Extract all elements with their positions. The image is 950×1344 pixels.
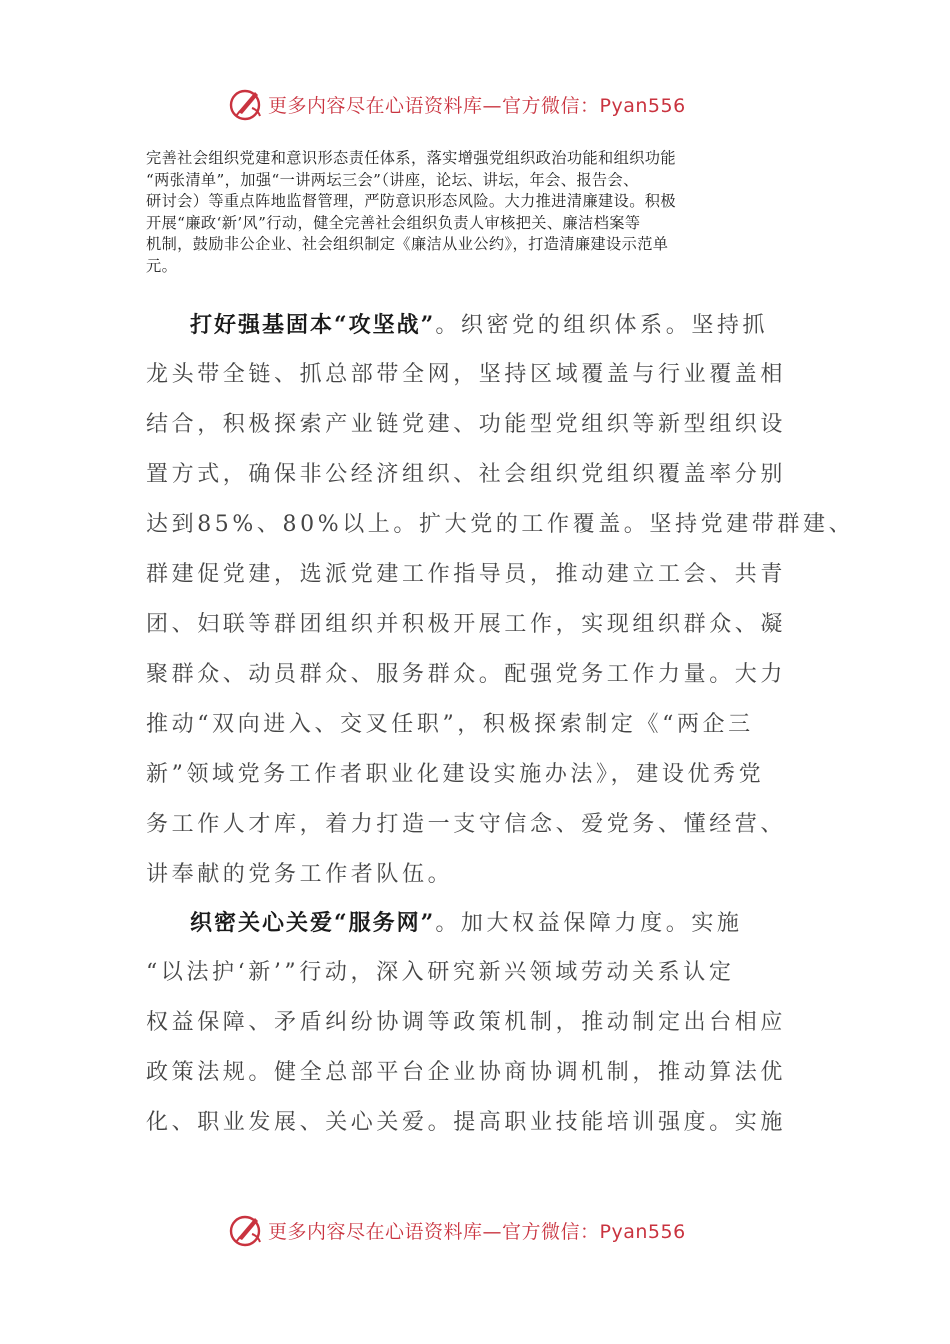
section-heading: 打好强基固本“攻坚战”: [190, 312, 436, 338]
paragraph-line: 置方式，确保非公经济组织、社会组织党组织覆盖率分别: [146, 462, 787, 487]
paragraph-line-rest: 。织密党的组织体系。坚持抓: [435, 313, 769, 338]
paragraph-1: [146, 148, 811, 278]
paragraph-line: 结合，积极探索产业链党建、功能型党组织等新型组织设: [146, 412, 787, 437]
footer-banner: [228, 1210, 748, 1250]
paragraph-line: 研讨会）等重点阵地监督管理，严防意识形态风险。大力推进清廉建设。积极: [146, 192, 676, 211]
paragraph-line: 达到85%、80%以上。扩大党的工作覆盖。坚持党建带群建、: [146, 512, 855, 537]
paragraph-3: [146, 898, 826, 1148]
paragraph-line: 完善社会组织党建和意识形态责任体系，落实增强党组织政治功能和组织功能: [146, 149, 676, 167]
quill-logo-icon: [228, 1212, 264, 1248]
paragraph-line: “两张清单”，加强“一讲两坛三会”（讲座，论坛、讲坛，年会、报告会、: [146, 170, 639, 189]
paragraph-line: 龙头带全链、抓总部带全网，坚持区域覆盖与行业覆盖相: [146, 362, 787, 387]
paragraph-line: 权益保障、矛盾纠纷协调等政策机制，推动制定出台相应: [146, 1010, 787, 1035]
paragraph-line: 元。: [146, 256, 178, 275]
paragraph-line: 政策法规。健全总部平台企业协商协调机制，推动算法优: [146, 1060, 787, 1085]
paragraph-first-line: [146, 300, 826, 350]
paragraph-line: 群建促党建，选派党建工作指导员，推动建立工会、共青: [146, 562, 787, 587]
footer-banner-text: 更多内容尽在心语资料库—官方微信：Pyan556: [268, 1220, 686, 1243]
section-heading: 织密关心关爱“服务网”: [190, 910, 436, 936]
paragraph-line: “以法护‘新’”行动，深入研究新兴领域劳动关系认定: [146, 960, 735, 985]
paragraph-line: 聚群众、动员群众、服务群众。配强党务工作力量。大力: [146, 662, 787, 687]
header-banner-text: 更多内容尽在心语资料库—官方微信：Pyan556: [268, 94, 686, 117]
header-banner: [228, 84, 748, 124]
paragraph-line: 化、职业发展、关心关爱。提高职业技能培训强度。实施: [146, 1110, 787, 1135]
paragraph-line: 务工作人才库，着力打造一支守信念、爱党务、懂经营、: [146, 812, 787, 837]
paragraph-line: 讲奉献的党务工作者队伍。: [146, 862, 454, 887]
paragraph-line-rest: 。加大权益保障力度。实施: [435, 911, 743, 936]
paragraph-line: 开展“廉政‘新’风”行动，健全完善社会组织负责人审核把关、廉洁档案等: [146, 213, 641, 232]
paragraph-line: 机制，鼓励非公企业、社会组织制定《廉洁从业公约》，打造清廉建设示范单: [146, 235, 669, 254]
paragraph-line: 新”领域党务工作者职业化建设实施办法》，建设优秀党: [146, 762, 765, 787]
paragraph-2: [146, 300, 855, 900]
quill-logo-icon: [228, 86, 264, 122]
paragraph-first-line: [146, 898, 826, 948]
paragraph-line: 推动“双向进入、交叉任职”，积极探索制定《“两企三: [146, 712, 754, 737]
paragraph-line: 团、妇联等群团组织并积极开展工作，实现组织群众、凝: [146, 612, 787, 637]
